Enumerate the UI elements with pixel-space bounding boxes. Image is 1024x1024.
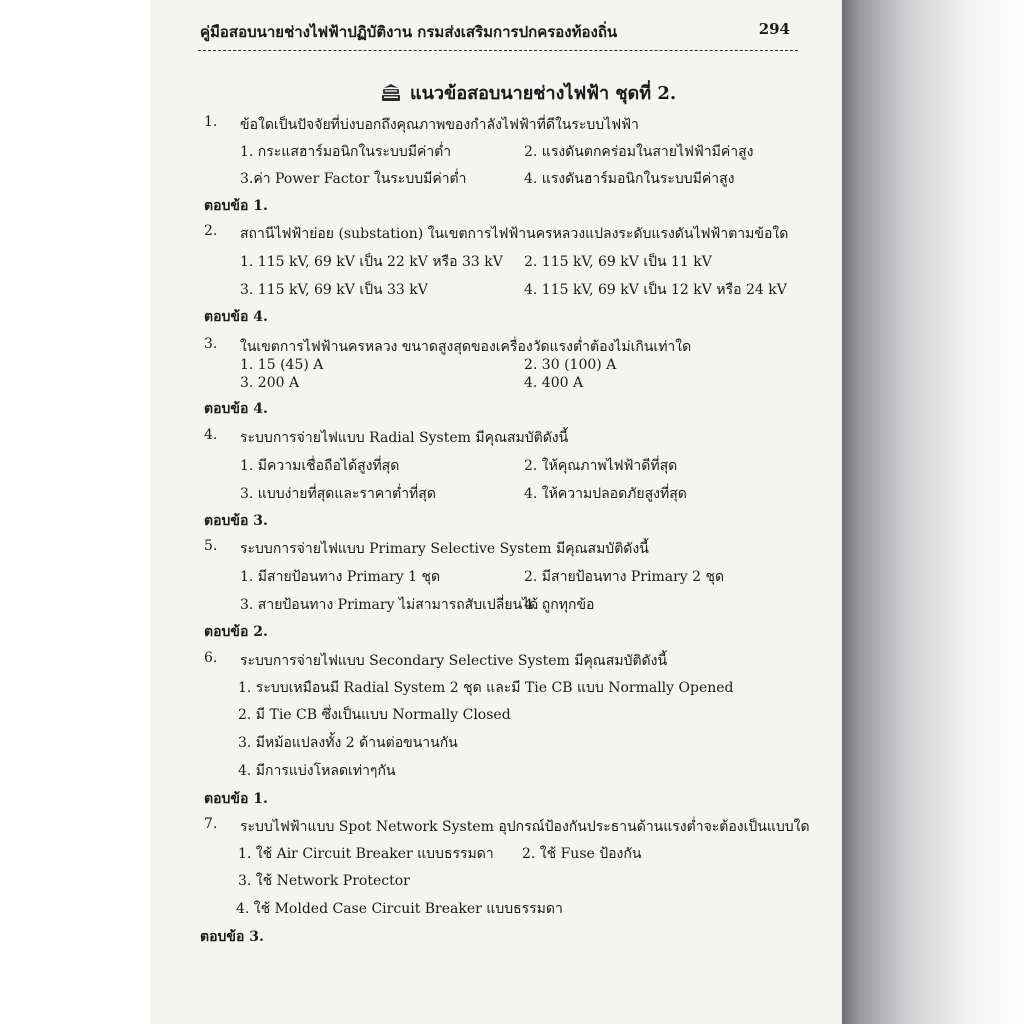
q7-option-1: 1. ใช้ Air Circuit Breaker แบบธรรมดา — [238, 846, 494, 862]
q6-option-2: 2. มี Tie CB ซึ่งเป็นแบบ Normally Closed — [238, 707, 511, 723]
q7-option-2: 2. ใช้ Fuse ป้องกัน — [522, 846, 642, 862]
q4-option-2: 2. ให้คุณภาพไฟฟ้าดีที่สุด — [524, 458, 678, 474]
q5-answer: ตอบข้อ 2. — [204, 624, 268, 640]
header-title: คู่มือสอบนายช่างไฟฟ้าปฏิบัติงาน กรมส่งเสริมการปกครองท้องถิ่น — [200, 23, 618, 41]
question-text: ในเขตการไฟฟ้านครหลวง ขนาดสูงสุดของเครื่องวัดแรงต่ำต้องไม่เกินเท่าใด — [240, 339, 692, 355]
q5-option-2: 2. มีสายป้อนทาง Primary 2 ชุด — [524, 569, 725, 585]
q2-option-1: 1. 115 kV, 69 kV เป็น 22 kV หรือ 33 kV — [240, 254, 503, 270]
question-text: ระบบการจ่ายไฟแบบ Radial System มีคุณสมบัติดังนี้ — [240, 430, 569, 446]
question-number: 5. — [204, 538, 218, 554]
q6-option-3: 3. มีหม้อแปลงทั้ง 2 ด้านต่อขนานกัน — [238, 735, 458, 751]
question-number: 1. — [204, 114, 218, 130]
q6-option-4: 4. มีการแบ่งโหลดเท่าๆกัน — [238, 763, 396, 779]
q2-option-4: 4. 115 kV, 69 kV เป็น 12 kV หรือ 24 kV — [524, 282, 787, 298]
q2-answer: ตอบข้อ 4. — [204, 309, 268, 325]
q1-option-4: 4. แรงดันฮาร์มอนิกในระบบมีค่าสูง — [524, 171, 735, 187]
question-text: สถานีไฟฟ้าย่อย (substation) ในเขตการไฟฟ้านครหลวงแปลงระดับแรงดันไฟฟ้าตามข้อใด — [240, 226, 789, 242]
q7-option-4: 4. ใช้ Molded Case Circuit Breaker แบบธรรมดา — [236, 901, 563, 917]
q5-option-1: 1. มีสายป้อนทาง Primary 1 ชุด — [240, 569, 441, 585]
page-header — [200, 16, 790, 44]
page-gutter-shadow — [842, 0, 1024, 1024]
question-number: 2. — [204, 223, 218, 239]
q4-answer: ตอบข้อ 3. — [204, 513, 268, 529]
q2-option-2: 2. 115 kV, 69 kV เป็น 11 kV — [524, 254, 712, 270]
q4-option-1: 1. มีความเชื่อถือได้สูงที่สุด — [240, 458, 400, 474]
q3-option-2: 2. 30 (100) A — [524, 357, 617, 373]
q3-option-1: 1. 15 (45) A — [240, 357, 324, 373]
q1-option-3: 3.ค่า Power Factor ในระบบมีค่าต่ำ — [240, 171, 467, 187]
q4-option-3: 3. แบบง่ายที่สุดและราคาต่ำที่สุด — [240, 486, 436, 502]
book-stack-icon — [380, 82, 402, 104]
section-heading — [380, 78, 676, 107]
question-number: 7. — [204, 816, 218, 832]
question-number: 3. — [204, 336, 218, 352]
question-text: ระบบไฟฟ้าแบบ Spot Network System อุปกรณ์ป้องกันประธานด้านแรงต่ำจะต้องเป็นแบบใด — [240, 819, 810, 835]
q1-option-2: 2. แรงดันตกคร่อมในสายไฟฟ้ามีค่าสูง — [524, 144, 754, 160]
q2-option-3: 3. 115 kV, 69 kV เป็น 33 kV — [240, 282, 428, 298]
question-text: ข้อใดเป็นปัจจัยที่บ่งบอกถึงคุณภาพของกำลังไฟฟ้าที่ดีในระบบไฟฟ้า — [240, 117, 639, 133]
question-number: 4. — [204, 427, 218, 443]
q5-option-3: 3. สายป้อนทาง Primary ไม่สามารถสับเปลี่ยนได้ — [240, 597, 539, 613]
q3-option-4: 4. 400 A — [524, 375, 584, 391]
q3-option-3: 3. 200 A — [240, 375, 300, 391]
document-page — [150, 0, 842, 1024]
section-title: แนวข้อสอบนายช่างไฟฟ้า ชุดที่ 2. — [410, 83, 677, 104]
question-text: ระบบการจ่ายไฟแบบ Secondary Selective System มีคุณสมบัติดังนี้ — [240, 653, 668, 669]
q7-option-3: 3. ใช้ Network Protector — [238, 873, 410, 889]
q6-option-1: 1. ระบบเหมือนมี Radial System 2 ชุด และมี Tie CB แบบ Normally Opened — [238, 680, 734, 696]
question-text: ระบบการจ่ายไฟแบบ Primary Selective System มีคุณสมบัติดังนี้ — [240, 541, 649, 557]
q3-answer: ตอบข้อ 4. — [204, 401, 268, 417]
question-number: 6. — [204, 650, 218, 666]
header-divider — [198, 50, 798, 52]
q1-answer: ตอบข้อ 1. — [204, 198, 268, 214]
q1-option-1: 1. กระแสฮาร์มอนิกในระบบมีค่าต่ำ — [240, 144, 452, 160]
q4-option-4: 4. ให้ความปลอดภัยสูงที่สุด — [524, 486, 687, 502]
page-number: 294 — [758, 20, 790, 38]
q6-answer: ตอบข้อ 1. — [204, 791, 268, 807]
q5-option-4: 4. ถูกทุกข้อ — [524, 597, 595, 613]
q7-answer: ตอบข้อ 3. — [200, 929, 264, 945]
